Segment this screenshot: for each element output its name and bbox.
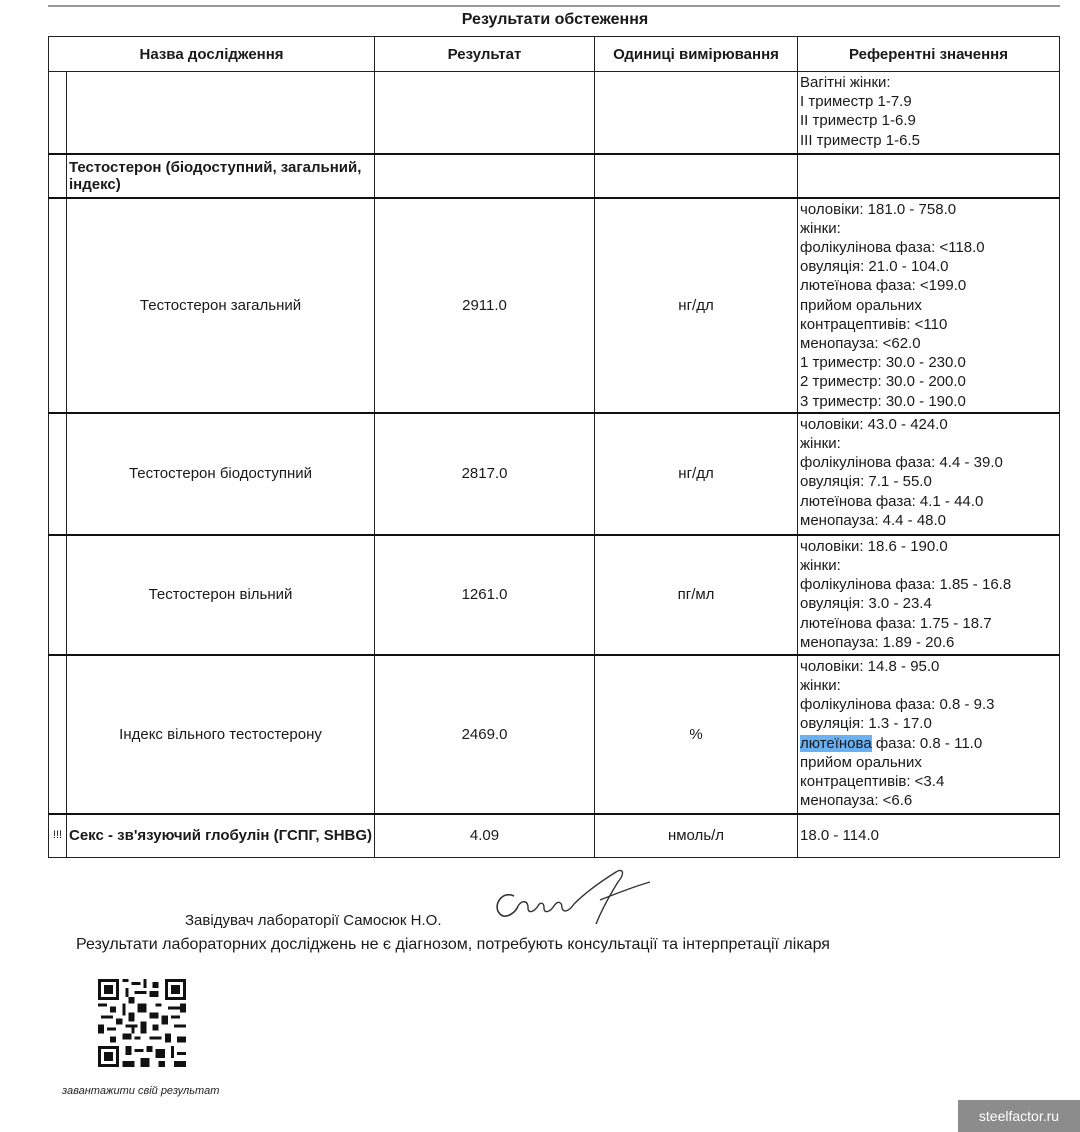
flag-cell bbox=[49, 413, 67, 535]
table-row bbox=[49, 72, 1060, 154]
table-row bbox=[49, 535, 1060, 655]
test-name: Секс - зв'язуючий глобулін (ГСПГ, SHBG) bbox=[67, 814, 375, 858]
flag-cell bbox=[49, 535, 67, 655]
reference-values: чоловіки: 181.0 - 758.0 жінки: фолікулінова фаза: <118.0 овуляція: 21.0 - 104.0 лютеїнова фаза: <199.0 прийом оральних контрацептивів: <110 менопауза: <62.0 1 триместр: 30.0 - 230.0 2 триместр: 30.0 - 200.0 3 триместр: 30.0 - 190.0 bbox=[798, 198, 1060, 413]
handwritten-signature bbox=[488, 862, 668, 932]
top-divider bbox=[48, 5, 1060, 7]
flag-cell bbox=[49, 72, 67, 154]
result-value: 4.09 bbox=[375, 814, 595, 858]
result-value: 2911.0 bbox=[375, 198, 595, 413]
test-name: Тестостерон біодоступний bbox=[67, 413, 375, 535]
reference-values: чоловіки: 43.0 - 424.0 жінки: фолікулінова фаза: 4.4 - 39.0 овуляція: 7.1 - 55.0 лютеїнова фаза: 4.1 - 44.0 менопауза: 4.4 - 48.0 bbox=[798, 413, 1060, 535]
table-row bbox=[49, 814, 1060, 858]
units-value: % bbox=[595, 655, 798, 814]
units-value: нг/дл bbox=[595, 413, 798, 535]
flag-cell: !!! bbox=[49, 814, 67, 858]
header-result: Результат bbox=[375, 37, 595, 72]
units-value bbox=[595, 72, 798, 154]
test-name bbox=[67, 72, 375, 154]
qr-code-icon[interactable] bbox=[98, 979, 186, 1067]
reference-values bbox=[798, 154, 1060, 198]
disclaimer-text: Результати лабораторних досліджень не є діагнозом, потребують консультації та інтерпретації лікаря bbox=[76, 936, 830, 953]
lab-head-signature-line: Завідувач лабораторії Самосюк Н.О. bbox=[185, 912, 442, 929]
units-value: пг/мл bbox=[595, 535, 798, 655]
report-title: Результати обстеження bbox=[461, 11, 649, 28]
watermark-badge: steelfactor.ru bbox=[958, 1100, 1080, 1132]
header-reference: Референтні значення bbox=[798, 37, 1060, 72]
table-row bbox=[49, 198, 1060, 413]
flag-cell bbox=[49, 655, 67, 814]
table-row bbox=[49, 655, 1060, 814]
result-value: 1261.0 bbox=[375, 535, 595, 655]
result-value: 2817.0 bbox=[375, 413, 595, 535]
test-name: Тестостерон вільний bbox=[67, 535, 375, 655]
reference-text: фаза: 0.8 - 11.0 прийом оральних контрацептивів: <3.4 менопауза: <6.6 bbox=[800, 734, 983, 810]
header-units: Одиниці вимірювання bbox=[595, 37, 798, 72]
reference-values: Вагітні жінки: І триместр 1-7.9 ІІ триместр 1-6.9 ІІІ триместр 1-6.5 bbox=[798, 72, 1060, 154]
result-value bbox=[375, 154, 595, 198]
table-row bbox=[49, 154, 1060, 198]
table-header-row bbox=[49, 37, 1060, 72]
result-value bbox=[375, 72, 595, 154]
test-group-name: Тестостерон (біодоступний, загальний, індекс) bbox=[67, 154, 375, 198]
reference-values bbox=[798, 655, 1060, 814]
test-name: Тестостерон загальний bbox=[67, 198, 375, 413]
flag-cell bbox=[49, 198, 67, 413]
header-name: Назва дослідження bbox=[49, 37, 375, 72]
test-name: Індекс вільного тестостерону bbox=[67, 655, 375, 814]
result-value: 2469.0 bbox=[375, 655, 595, 814]
highlighted-text: лютеїнова bbox=[800, 734, 872, 752]
results-table bbox=[48, 36, 1060, 858]
table-row bbox=[49, 413, 1060, 535]
units-value: нмоль/л bbox=[595, 814, 798, 858]
download-result-caption[interactable]: завантажити свій результат bbox=[62, 1085, 220, 1097]
units-value bbox=[595, 154, 798, 198]
reference-text: чоловіки: 14.8 - 95.0 жінки: фолікулінова фаза: 0.8 - 9.3 овуляція: 1.3 - 17.0 bbox=[800, 657, 995, 733]
reference-values: 18.0 - 114.0 bbox=[798, 814, 1060, 858]
reference-values: чоловіки: 18.6 - 190.0 жінки: фолікулінова фаза: 1.85 - 16.8 овуляція: 3.0 - 23.4 лютеїнова фаза: 1.75 - 18.7 менопауза: 1.89 - 20.6 bbox=[798, 535, 1060, 655]
flag-cell bbox=[49, 154, 67, 198]
units-value: нг/дл bbox=[595, 198, 798, 413]
